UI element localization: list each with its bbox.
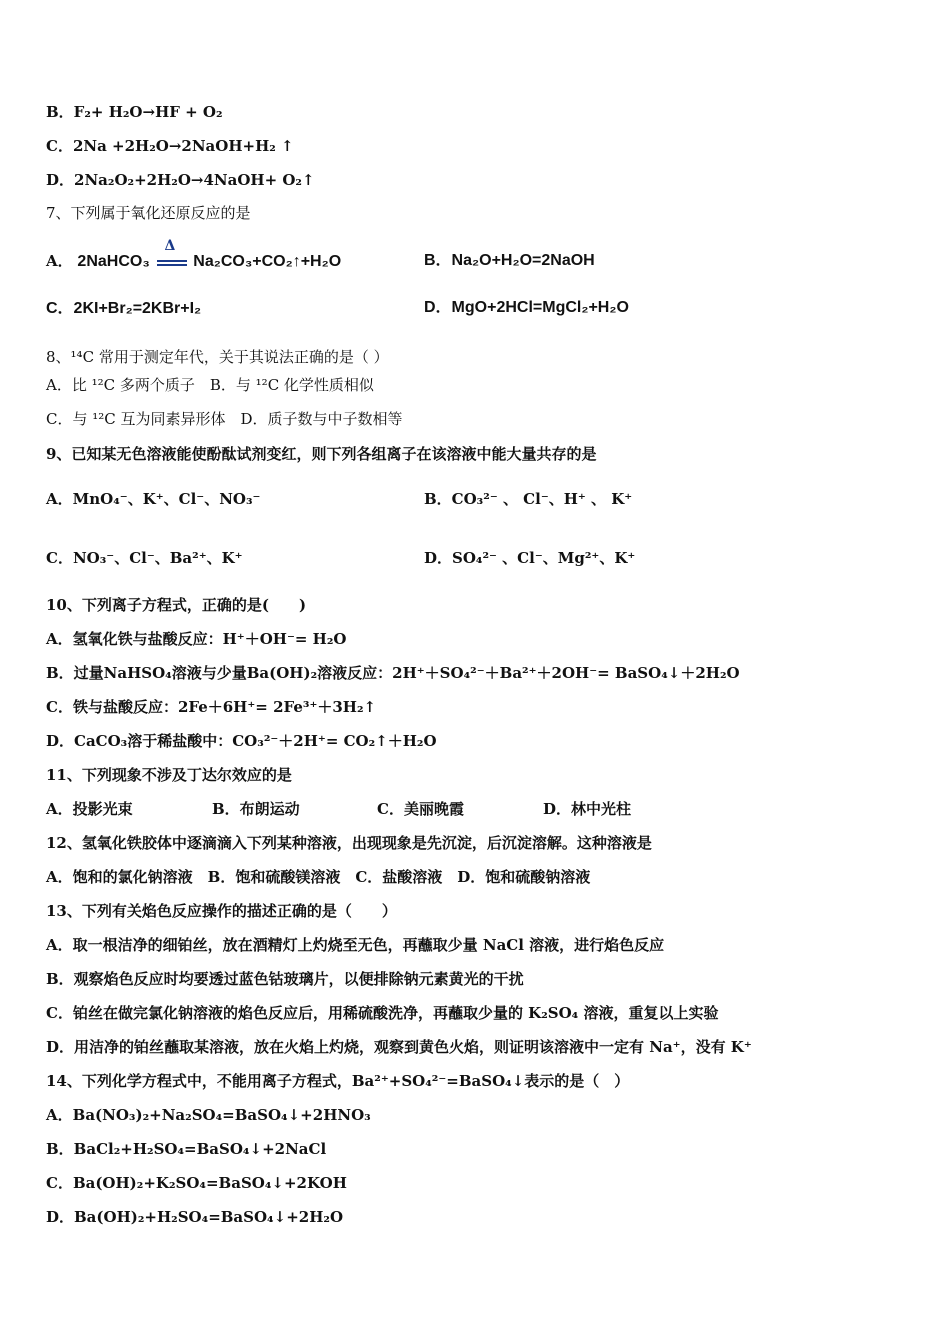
- q9-option-d: D．SO₄²⁻ 、Cl⁻、Mg²⁺、K⁺: [424, 549, 636, 567]
- q8-options-cd: C．与 ¹²C 互为同素异形体 D．质子数与中子数相等: [46, 410, 403, 428]
- q10-option-d: D．CaCO₃溶于稀盐酸中：CO₃²⁻＋2H⁺= CO₂↑＋H₂O: [46, 732, 437, 750]
- q7-options-row2: [46, 298, 906, 319]
- q13-option-d: D．用洁净的铂丝蘸取某溶液，放在火焰上灼烧，观察到黄色火焰，则证明该溶液中一定有 Na⁺，没有 K⁺: [46, 1038, 752, 1056]
- q11-option-c: C．美丽晚霞: [377, 800, 464, 818]
- q6-option-d: D．2Na₂O₂+2H₂O→4NaOH+ O₂↑: [46, 171, 315, 189]
- q13-stem: 13、下列有关焰色反应操作的描述正确的是（ ）: [46, 902, 397, 920]
- q14-option-b: B．BaCl₂+H₂SO₄=BaSO₄↓+2NaCl: [46, 1140, 327, 1158]
- q13-option-a: A．取一根洁净的细铂丝，放在酒精灯上灼烧至无色，再蘸取少量 NaCl 溶液，进行焰色反应: [46, 936, 665, 954]
- delta-icon: Δ: [164, 238, 176, 254]
- q7-option-a-label: A．: [46, 252, 73, 270]
- q9-option-a: A．MnO₄⁻、K⁺、Cl⁻、NO₃⁻: [46, 490, 261, 508]
- q9-options-row1: [46, 489, 906, 509]
- q7-options-row1: [46, 238, 906, 272]
- q12-stem: 12、氢氧化铁胶体中逐滴滴入下列某种溶液，出现现象是先沉淀，后沉淀溶解。这种溶液是: [46, 834, 652, 852]
- q8-options-ab: A．比 ¹²C 多两个质子 B．与 ¹²C 化学性质相似: [46, 376, 374, 394]
- q7-option-d: D．MgO+2HCl=MgCl₂+H₂O: [424, 299, 629, 316]
- q7-option-b: B．Na₂O+H₂O=2NaOH: [424, 252, 595, 269]
- q7-stem: 7、下列属于氧化还原反应的是: [46, 204, 251, 222]
- q10-stem: 10、下列离子方程式，正确的是( ): [46, 596, 307, 614]
- q6-option-c: C．2Na +2H₂O→2NaOH+H₂ ↑: [46, 137, 294, 155]
- q9-option-b: B．CO₃²⁻ 、 Cl⁻、H⁺ 、 K⁺: [424, 490, 633, 508]
- q14-option-d: D．Ba(OH)₂+H₂SO₄=BaSO₄↓+2H₂O: [46, 1208, 344, 1226]
- q13-option-b: B．观察焰色反应时均要透过蓝色钴玻璃片，以便排除钠元素黄光的干扰: [46, 970, 524, 988]
- q12-options: A．饱和的氯化钠溶液 B．饱和硫酸镁溶液 C．盐酸溶液 D．饱和硫酸钠溶液: [46, 868, 591, 886]
- q14-option-c: C．Ba(OH)₂+K₂SO₄=BaSO₄↓+2KOH: [46, 1174, 347, 1192]
- q10-option-c: C．铁与盐酸反应：2Fe＋6H⁺= 2Fe³⁺＋3H₂↑: [46, 698, 377, 716]
- q13-option-c: C．铂丝在做完氯化钠溶液的焰色反应后，用稀硫酸洗净，再蘸取少量的 K₂SO₄ 溶液，重复以上实验: [46, 1004, 719, 1022]
- q11-option-b: B．布朗运动: [212, 800, 300, 818]
- q14-option-a: A．Ba(NO₃)₂+Na₂SO₄=BaSO₄↓+2HNO₃: [46, 1106, 371, 1124]
- q9-stem: 9、已知某无色溶液能使酚酞试剂变红，则下列各组离子在该溶液中能大量共存的是: [46, 445, 597, 463]
- heating-condition-arrow: [155, 238, 189, 272]
- q11-stem: 11、下列现象不涉及丁达尔效应的是: [46, 766, 292, 784]
- q6-option-b: B．F₂+ H₂O→HF + O₂: [46, 103, 223, 121]
- q7-option-a-products: Na₂CO₃+CO₂↑+H₂O: [193, 253, 342, 270]
- q10-option-b: B．过量NaHSO₄溶液与少量Ba(OH)₂溶液反应：2H⁺＋SO₄²⁻＋Ba²⁺＋2OH⁻= BaSO₄↓＋2H₂O: [46, 664, 740, 682]
- q7-option-c: C．2KI+Br₂=2KBr+I₂: [46, 300, 202, 317]
- q10-option-a: A．氢氧化铁与盐酸反应：H⁺＋OH⁻= H₂O: [46, 630, 347, 648]
- q8-stem: 8、¹⁴C 常用于测定年代，关于其说法正确的是（ ）: [46, 348, 389, 366]
- q9-option-c: C．NO₃⁻、Cl⁻、Ba²⁺、K⁺: [46, 549, 243, 567]
- q11-option-a: A．投影光束: [46, 800, 133, 818]
- q11-option-d: D．林中光柱: [543, 800, 632, 818]
- q9-options-row2: [46, 548, 906, 568]
- q7-option-a-reactant: 2NaHCO₃: [77, 253, 150, 270]
- q14-stem: 14、下列化学方程式中，不能用离子方程式，Ba²⁺+SO₄²⁻=BaSO₄↓表示的是（ ）: [46, 1072, 630, 1090]
